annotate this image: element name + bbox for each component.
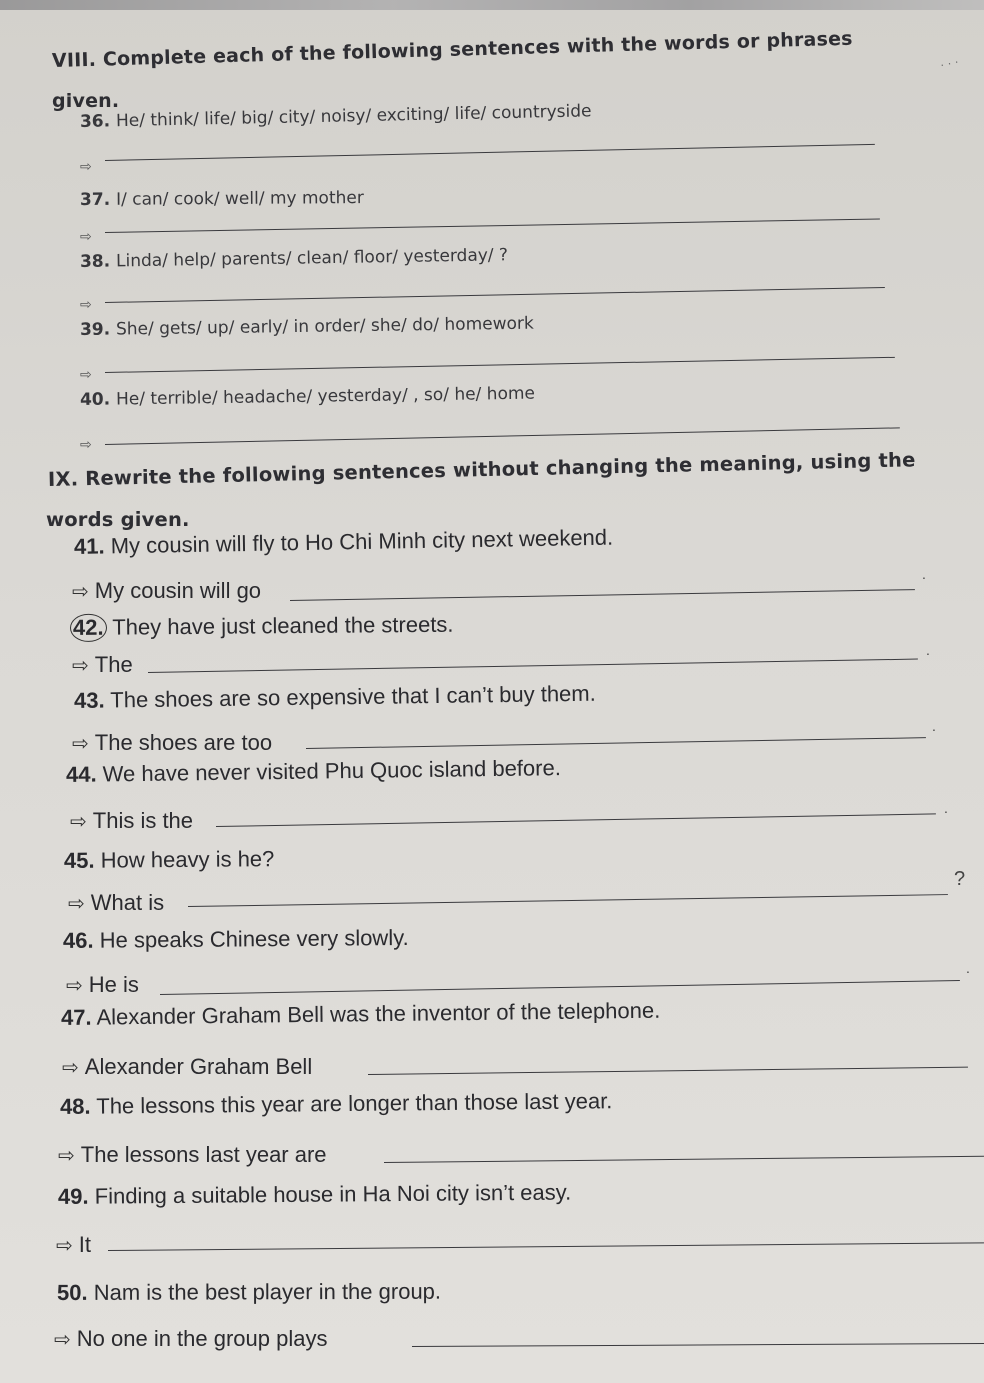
exercise-48-starter [58,1142,327,1168]
exercise-sentence-text: Finding a suitable house in Ha Noi city isn’t easy. [88,1179,572,1209]
exercise-number: 42. [70,614,107,642]
section-8-heading: VIII. Complete each of the following sentences with the words or phrases [51,27,853,72]
exercise-sentence-text: The shoes are so expensive that I can’t buy them. [104,680,596,713]
exercise-number: 44. [65,761,97,787]
answer-line[interactable] [306,737,926,749]
end-punctuation: . [922,566,926,582]
answer-line[interactable] [105,218,880,233]
exercise-number: 49. [57,1183,89,1209]
exercise-44-sentence [65,755,560,788]
starter-text: No one in the group plays [76,1326,328,1351]
end-punctuation: ? [954,868,966,890]
exercise-38-prompt [80,245,508,272]
starter-text: The [94,652,133,677]
exercise-43-sentence [74,681,596,714]
answer-arrow-icon: ⇨ [80,436,92,452]
exercise-45-sentence [64,846,275,874]
exercise-49-starter [56,1232,91,1258]
exercise-43-starter [72,730,272,756]
exercise-sentence-text: The lessons this year are longer than those last year. [89,1088,612,1119]
exercise-prompt-text: He/ think/ life/ big/ city/ noisy/ exciting/ life/ countryside [115,101,592,132]
exercise-prompt-text: I/ can/ cook/ well/ my mother [115,188,364,210]
exercise-number: 39. [79,319,117,340]
exercise-number: 36. [79,111,117,132]
exercise-number: 47. [60,1004,92,1030]
exercise-41-starter [72,578,261,604]
answer-arrow-icon: ⇨ [54,1329,71,1351]
answer-arrow-icon: ⇨ [72,655,89,677]
answer-arrow-icon: ⇨ [72,733,89,755]
answer-arrow-icon: ⇨ [58,1145,75,1167]
exercise-sentence-text: He speaks Chinese very slowly. [92,924,409,953]
exercise-sentence-text: We have never visited Phu Quoc island before. [95,755,561,787]
answer-line[interactable] [108,1242,984,1251]
exercise-47-starter [62,1054,312,1080]
exercise-number: 45. [63,847,95,873]
exercise-50-starter [54,1326,328,1352]
exercise-42-sentence [74,611,454,642]
exercise-37-prompt [80,188,364,210]
answer-arrow-icon: ⇨ [56,1235,73,1257]
exercise-42-starter [72,652,133,678]
section-9-heading: IX. Rewrite the following sentences without changing the meaning, using the [47,448,916,491]
answer-line[interactable] [105,357,895,373]
exercise-number: 46. [62,927,94,953]
exercise-45-starter [68,890,164,916]
answer-arrow-icon: ⇨ [80,366,92,382]
answer-arrow-icon: ⇨ [68,893,85,915]
starter-text: Alexander Graham Bell [84,1054,313,1079]
exercise-number: 48. [59,1093,91,1119]
answer-line[interactable] [384,1156,984,1163]
exercise-36-prompt [80,101,592,132]
exercise-47-sentence [61,998,661,1031]
answer-arrow-icon: ⇨ [66,975,83,997]
exercise-sentence-text: Nam is the best player in the group. [87,1278,441,1305]
end-punctuation: . [926,642,930,658]
exercise-prompt-text: She/ gets/ up/ early/ in order/ she/ do/ homework [115,313,534,340]
starter-text: The lessons last year are [80,1142,327,1167]
answer-line[interactable] [188,894,948,907]
exercise-sentence-text: My cousin will fly to Ho Chi Minh city next weekend. [104,524,614,559]
exercise-sentence-text: Alexander Graham Bell was the inventor of the telephone. [91,997,661,1030]
exercise-number: 50. [56,1279,88,1305]
exercise-40-prompt [80,384,535,410]
starter-text: He is [88,972,139,997]
starter-text: The shoes are too [94,730,273,755]
answer-line[interactable] [105,287,885,303]
answer-line[interactable] [412,1343,984,1347]
exercise-sentence-text: They have just cleaned the streets. [106,611,454,640]
starter-text: It [78,1232,91,1257]
answer-line[interactable] [368,1067,968,1075]
starter-text: My cousin will go [94,578,262,603]
exercise-50-sentence [56,1279,440,1306]
exercise-number: 43. [73,687,105,713]
exercise-48-sentence [59,1088,612,1120]
answer-arrow-icon: ⇨ [62,1057,79,1079]
pencil-mark: · · · [938,54,960,72]
answer-line[interactable] [216,813,936,827]
exercise-46-starter [66,972,139,998]
exercise-46-sentence [62,925,408,954]
exercise-number: 37. [79,189,117,210]
answer-line[interactable] [105,427,900,445]
answer-arrow-icon: ⇨ [72,581,89,603]
answer-arrow-icon: ⇨ [80,296,92,312]
answer-line[interactable] [148,659,918,673]
exercise-49-sentence [58,1180,571,1210]
exercise-39-prompt [80,314,534,340]
answer-line[interactable] [160,980,960,995]
exercise-prompt-text: He/ terrible/ headache/ yesterday/ , so/ he/ home [115,383,536,410]
answer-line[interactable] [290,589,915,601]
answer-arrow-icon: ⇨ [70,811,87,833]
section-8-heading-cont: given. [52,90,120,112]
end-punctuation: . [966,960,970,976]
exercise-44-starter [70,808,193,834]
answer-arrow-icon: ⇨ [80,158,92,174]
exercise-number: 40. [79,389,117,410]
exercise-prompt-text: Linda/ help/ parents/ clean/ floor/ yesterday/ ? [115,245,509,272]
section-9-heading-cont: words given. [46,508,190,531]
end-punctuation: . [944,800,948,816]
end-punctuation: . [932,718,936,734]
exercise-number: 38. [79,251,117,272]
exercise-number: 41. [73,533,105,559]
starter-text: What is [90,890,165,915]
exercise-sentence-text: How heavy is he? [94,846,275,873]
answer-arrow-icon: ⇨ [80,228,92,244]
answer-line[interactable] [105,144,875,161]
starter-text: This is the [92,808,194,833]
page-top-edge [0,0,984,10]
